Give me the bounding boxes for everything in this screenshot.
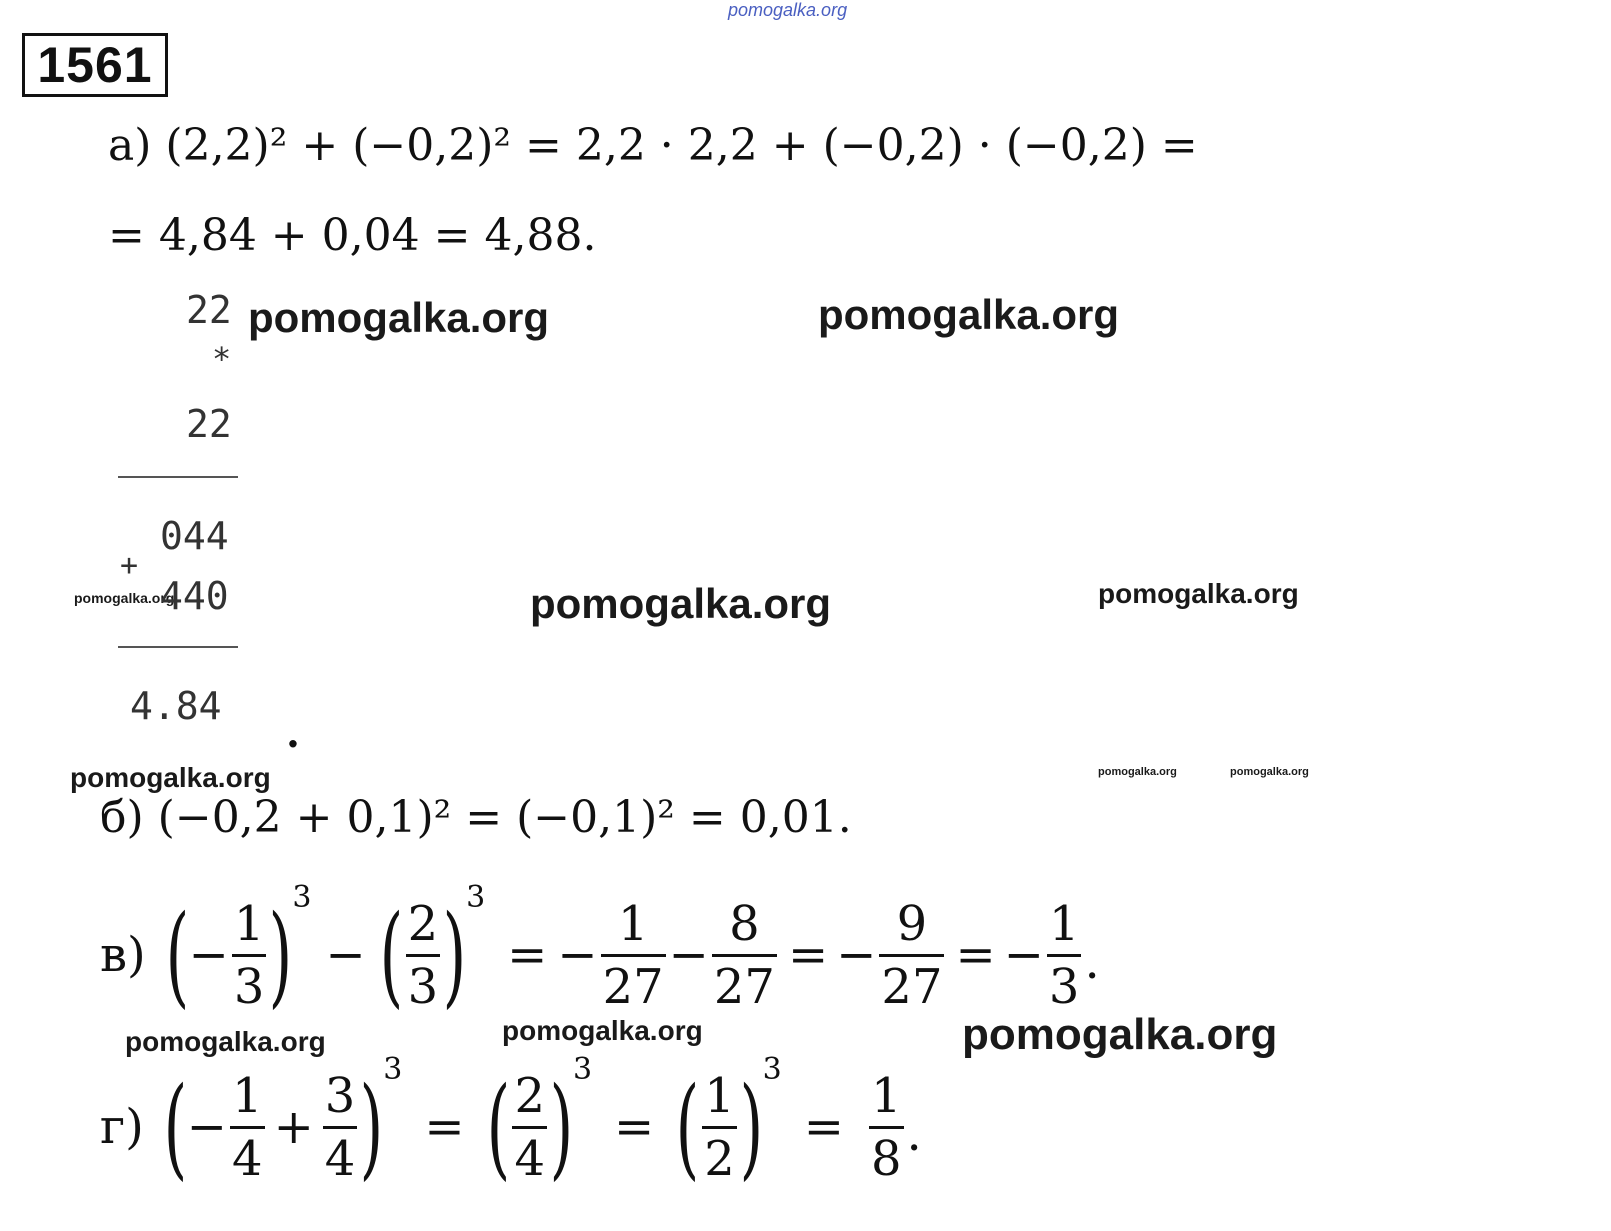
mult-result: 4.84: [130, 684, 222, 728]
paren-open: (: [486, 1063, 510, 1191]
fraction: $\frac{1}{4}$: [232, 1067, 263, 1187]
paren-close: ): [549, 1063, 574, 1191]
part-g-line: [100, 1052, 922, 1202]
watermark-7: pomogalka.org: [1098, 766, 1177, 778]
exponent: 3: [292, 880, 312, 915]
exponent: 3: [572, 1052, 593, 1087]
minus-sign: −: [188, 927, 229, 983]
mult-top: 22: [186, 288, 232, 332]
mult-rule-2: [118, 646, 238, 648]
watermark-6: pomogalka.org: [70, 762, 271, 793]
fraction: $\frac{2}{3}$: [407, 895, 439, 1015]
part-a-line1: [108, 120, 1198, 171]
minus-sign: −: [557, 927, 598, 983]
exponent: 3: [466, 880, 486, 915]
fraction: $\frac{8}{27}$: [713, 895, 775, 1015]
mult-times: *: [212, 340, 232, 378]
paren-open: (: [379, 891, 403, 1019]
mult-rule-1: [118, 476, 238, 478]
part-a-line2: = 4,84 + 0,04 = 4,88.: [108, 210, 597, 261]
equals-sign: =: [787, 927, 829, 983]
mult-partial-2: 440: [160, 574, 229, 618]
fraction: $\frac{1}{8}$: [870, 1067, 902, 1187]
fraction: $\frac{1}{27}$: [602, 895, 664, 1015]
part-a-expression: (2,2)² + (−0,2)² = 2,2 · 2,2 + (−0,2) · (−0,2) =: [165, 120, 1198, 171]
equals-sign: =: [614, 1099, 655, 1155]
fraction: $\frac{1}{3}$: [233, 895, 265, 1015]
watermark-1: pomogalka.org: [248, 294, 550, 341]
equals-sign: =: [803, 1099, 844, 1155]
minus-sign: −: [668, 927, 709, 983]
problem-number: 1561: [22, 33, 168, 97]
exponent: 3: [762, 1052, 782, 1087]
part-a-label: а): [108, 120, 152, 171]
fraction: $\frac{9}{27}$: [881, 895, 943, 1015]
minus-sign: −: [1003, 927, 1044, 983]
part-v-line: [100, 880, 1100, 1030]
part-b-expression: (−0,2 + 0,1)² = (−0,1)² = 0,01.: [157, 792, 852, 843]
watermark-8: pomogalka.org: [1230, 766, 1309, 778]
part-v-label: в): [100, 927, 146, 983]
watermark-10: pomogalka.org: [502, 1015, 703, 1046]
paren-close: ): [442, 891, 467, 1019]
paren-open: (: [675, 1063, 700, 1191]
mult-partial-1: 044: [160, 514, 229, 558]
paren-open: (: [163, 1063, 188, 1191]
watermark-4: pomogalka.org: [1098, 578, 1299, 609]
watermark-5: pomogalka.org: [74, 590, 175, 606]
watermark-11: pomogalka.org: [962, 1010, 1278, 1059]
mult-bottom: 22: [186, 402, 232, 446]
exponent: 3: [383, 1052, 403, 1087]
mult-dot: .: [286, 710, 300, 757]
watermark-2: pomogalka.org: [818, 291, 1120, 338]
plus-sign: +: [273, 1099, 314, 1155]
paren-open: (: [165, 891, 190, 1019]
fraction: $\frac{2}{4}$: [514, 1067, 546, 1187]
watermark-9: pomogalka.org: [125, 1026, 326, 1057]
fraction: $\frac{3}{4}$: [324, 1067, 356, 1187]
minus-sign: −: [186, 1099, 228, 1155]
fraction: $\frac{1}{3}$: [1048, 895, 1080, 1015]
part-b-label: б): [100, 792, 144, 843]
equals-sign: =: [955, 927, 996, 983]
minus-sign: −: [325, 927, 366, 983]
equals-sign: =: [424, 1099, 465, 1155]
equals-sign: =: [507, 927, 548, 983]
paren-close: ): [739, 1063, 763, 1191]
fraction: $\frac{1}{2}$: [704, 1067, 735, 1187]
paren-close: ): [359, 1063, 384, 1191]
paren-close: ): [269, 891, 293, 1019]
watermark-top: pomogalka.org: [728, 0, 848, 20]
part-g-label: г): [100, 1099, 144, 1155]
end-period: .: [906, 1106, 922, 1162]
end-period: .: [1084, 934, 1100, 990]
part-b-line: [100, 792, 852, 843]
mult-plus: +: [120, 548, 139, 583]
watermark-3: pomogalka.org: [530, 580, 832, 627]
minus-sign: −: [836, 927, 877, 983]
